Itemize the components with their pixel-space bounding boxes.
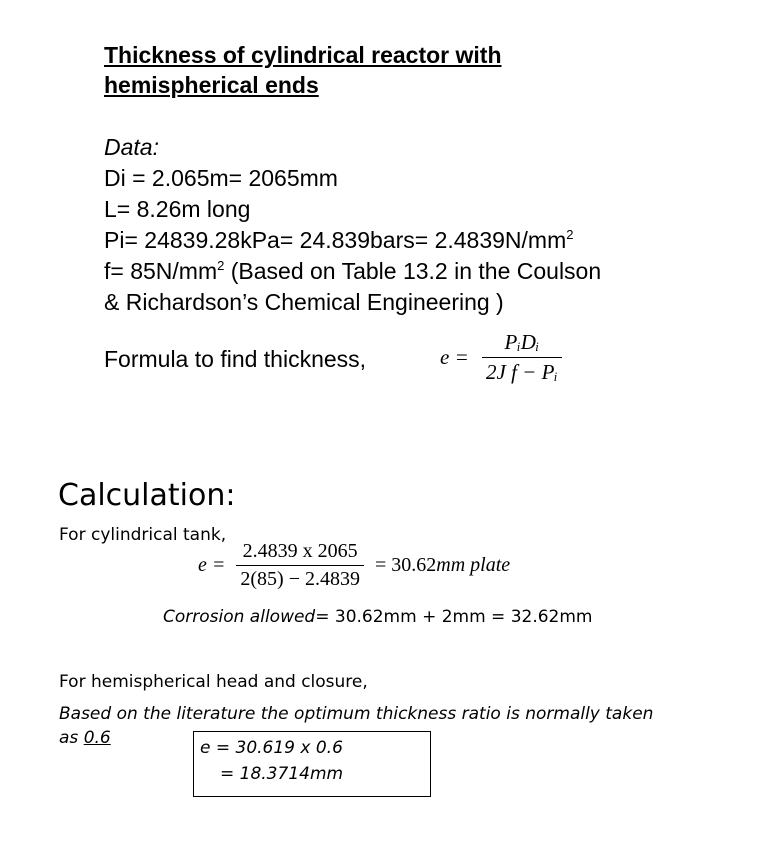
data-pressure (104, 225, 573, 255)
calc-numerator: 2.4839 x 2065 (242, 540, 358, 562)
data-pressure-sup: 2 (566, 227, 574, 242)
title-line-1: Thickness of cylindrical reactor with (104, 42, 502, 68)
data-stress (104, 256, 601, 286)
title-line-2: hemispherical ends (104, 72, 319, 98)
hemispherical-result-box (193, 731, 431, 797)
ratio-note-prefix: as (59, 728, 84, 748)
data-stress-sup: 2 (217, 258, 225, 273)
ratio-note-line2 (59, 728, 111, 748)
calc-result (375, 554, 510, 577)
cylinder-calc-formula (198, 540, 510, 591)
corrosion-label: Corrosion allowed (163, 607, 316, 627)
formula-denominator: 2J f − Pᵢ (482, 357, 562, 385)
hemispherical-label: For hemispherical head and closure, (59, 672, 368, 692)
data-length: L= 8.26m long (104, 196, 251, 222)
data-stress-source: & Richardson’s Chemical Engineering ) (104, 289, 504, 315)
corrosion-allowance (163, 607, 593, 627)
calc-fraction (236, 540, 364, 591)
data-stress-part1: f= 85N/mm (104, 258, 218, 284)
data-heading: Data: (104, 134, 159, 160)
formula-numerator: PᵢDᵢ (504, 330, 540, 354)
thickness-ratio: 0.6 (83, 728, 111, 748)
box-line-2: = 18.3714mm (220, 764, 344, 784)
box-line-1: e = 30.619 x 0.6 (200, 738, 343, 758)
cylindrical-tank-label: For cylindrical tank, (59, 525, 227, 545)
calculation-heading: Calculation: (58, 478, 236, 513)
formula-label: Formula to find thickness, (104, 346, 367, 372)
formula-lhs: e = (440, 345, 469, 369)
calc-result-unit: mm plate (436, 554, 511, 576)
calc-lhs: e = (198, 554, 226, 576)
data-di: Di = 2.065m= 2065mm (104, 165, 338, 191)
data-pressure-text: Pi= 24839.28kPa= 24.839bars= 2.4839N/mm (104, 227, 567, 253)
data-stress-part2: (Based on Table 13.2 in the Coulson (224, 258, 602, 284)
corrosion-value: = 30.62mm + 2mm = 32.62mm (315, 607, 593, 627)
calc-denominator: 2(85) − 2.4839 (236, 565, 364, 591)
formula-fraction (482, 330, 562, 385)
thickness-formula (440, 330, 562, 385)
calc-result-value: = 30.62 (374, 554, 437, 576)
page-title (104, 40, 502, 100)
ratio-note-line1: Based on the literature the optimum thickness ratio is normally taken (59, 704, 654, 724)
